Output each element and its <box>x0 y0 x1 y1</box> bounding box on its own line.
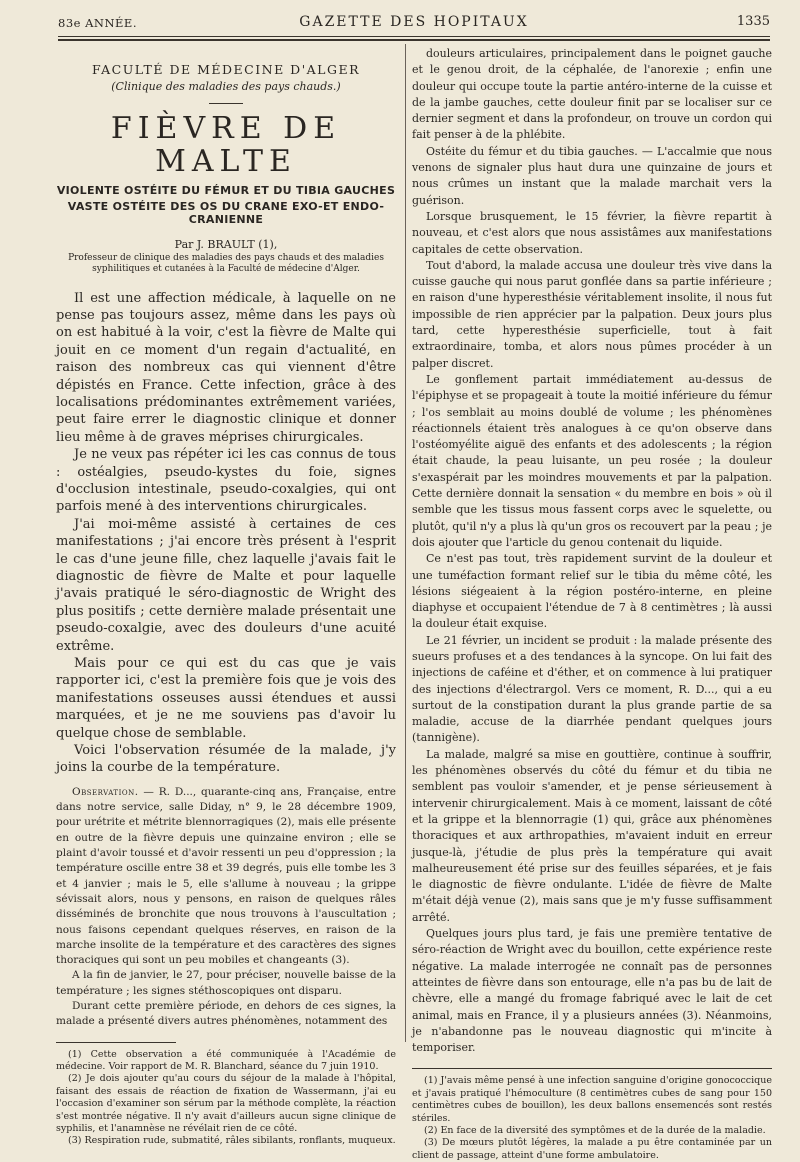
paragraph: La malade, malgré sa mise en gouttière, continue à souffrir, les phénomènes observés du côté du fémur et du tibia ne semblent pas vouloir s'amender, et je pense sérieusement à intervenir chirurgicalement. Mais à ce moment, laissant de côté et la grippe et la blennorragie (1) qui, grâce aux phénomènes thoraciques et aux arthropathies, m'avaient induit en erreur jusque-là, j'étudie de plus près la température qui avait malheureusement été prise sur des feuilles séparées, et je fais le diagnostic de fièvre ondulante. L'idée de fièvre de Malte m'était déjà venue (2), mais sans que je m'y fusse suffisamment arrêté. <box>412 747 772 924</box>
paragraph: A la fin de janvier, le 27, pour préciser, nouvelle baisse de la température ; les signes stéthoscopiques ont disparu. <box>56 969 396 997</box>
header-rule-thick <box>58 39 770 41</box>
right-footnotes <box>412 1075 772 1162</box>
footnote: (2) En face de la diversité des symptômes et de la durée de la maladie. <box>424 1125 766 1137</box>
paragraph: Lorsque brusquement, le 15 février, la fièvre repartit à nouveau, et c'est alors que nous assistâmes aux manifestations capitales de cette observation. <box>412 209 772 256</box>
paragraph: Ce n'est pas tout, très rapidement survint de la douleur et une tuméfaction formant relief sur le tibia du même côté, les lésions siégeaient à la région postéro-interne, en pleine diaphyse et occupaient l'étendue de 7 à 8 centimètres ; là aussi la douleur était exquise. <box>412 552 772 631</box>
observation-text-1: — R. D..., quarante-cinq ans, Française, entre dans notre service, salle Diday, n° 9, le 28 décembre 1909, pour urétrite et métrite blennorragiques (2), mais elle présente en outre de la fièvre depuis une quinzaine environ ; elle se plaint d'avoir toussé et d'avoir ressenti un peu d'oppression ; la température oscille entre 38 et 39 degrés, puis elle tombe les 3 et 4 janvier ; mais le 5, elle s'allume à nouveau ; la grippe sévissait alors, nous y pensons, en raison de quelques râles disséminés de bronchite que nous trouvons à l'auscultation ; nous faisons cependant quelques réserves, en raison de la marche insolite de la température et des caractères des signes thoraciques qui sont un peu mobiles et changeants (3). <box>56 785 396 967</box>
title-rule <box>209 103 243 104</box>
paragraph: Durant cette première période, en dehors de ces signes, la malade a présenté divers autres phénomènes, notamment des <box>56 1000 396 1028</box>
footnote: (1) J'avais même pensé à une infection sanguine d'origine gonococcique et j'avais pratiqué l'hémoculture (8 centimètres cubes de sang pour 150 centimètres cubes de bouillon), les deux ballons ensemencés sont restés stériles. <box>412 1075 772 1124</box>
paragraph: Quelques jours plus tard, je fais une première tentative de séro-réaction de Wright avec du bouillon, cette expérience reste négative. La malade interrogée ne connaît pas de personnes atteintes de fièvre dans son entourage, elle n'a pas bu de lait de chèvre, elle a mangé du fromage fabriqué avec le lait de cet animal, mais en France, il y a plusieurs années (3). Néanmoins, je n'abandonne pas le nouveau diagnostic qui m'incite à temporiser. <box>412 927 772 1055</box>
footnote: (1) Cette observation a été communiquée à l'Académie de médecine. Voir rapport de M. R. Blanchard, séance du 7 juin 1910. <box>56 1048 396 1073</box>
left-footnotes <box>56 1049 396 1148</box>
paragraph: Le gonflement partait immédiatement au-dessus de l'épiphyse et se propageait à toute la moitié inférieure du fémur ; l'os semblait au moins doublé de volume ; les phénomènes réactionnels étaient très analogues à ce qu'on observe dans l'ostéomyélite aiguë des enfants et des adolescents ; la région était chaude, la peau luisante, un peu rosée ; la douleur s'exaspérait par les moindres mouvements et par la palpation. Cette dernière donnait la sensation « du membre en bois » où il semble que les tissus mous fassent corps avec le squelette, ou plutôt, qu'il n'y a plus là qu'un gros os recouvert par la peau ; je dois ajouter que l'article du genou contenait du liquide. <box>412 372 772 549</box>
page-number: 1335 <box>736 14 770 29</box>
paragraph: Je ne veux pas répéter ici les cas connus de tous : ostéalgies, pseudo-kystes du foie, signes d'occlusion intestinale, pseudo-coxalgies, qui ont parfois mené à des interventions chirurgicales. <box>56 447 396 515</box>
right-column <box>412 46 772 1162</box>
article-subtitle-1: VIOLENTE OSTÉITE DU FÉMUR ET DU TIBIA GAUCHES <box>56 184 396 197</box>
left-column <box>56 46 396 1148</box>
footnote: (3) De mœurs plutôt légères, la malade a pu être contaminée par un client de passage, atteint d'une forme ambulatoire. <box>412 1137 772 1161</box>
paragraph: Il est une affection médicale, à laquelle on ne pense pas toujours assez, même dans les pays où on est habitué à la voir, c'est la fièvre de Malte qui jouit en ce moment d'un regain d'actualité, en raison des nombreux cas qui viennent d'être dépistés en France. Cette infection, grâce à des localisations prédominantes extrêmement variées, peut faire errer le diagnostic clinique et donner lieu même à de graves méprises chirurgicales. <box>56 290 396 445</box>
author-affiliation: Professeur de clinique des maladies des pays chauds et des maladies syphilitiques et cutanées à la Faculté de médecine d'Alger. <box>68 253 384 275</box>
faculty-heading: FACULTÉ DE MÉDECINE D'ALGER <box>92 62 360 77</box>
author-line: Par J. BRAULT (1), <box>174 238 278 251</box>
paragraph: J'ai moi-même assisté à certaines de ces manifestations ; j'ai encore très présent à l'esprit le cas d'une jeune fille, chez laquelle j'avais fait le diagnostic de fièvre de Malte et pour laquelle j'avais pratiqué le séro-diagnostic de Wright des plus positifs ; cette dernière malade présentait une pseudo-coxalgie, avec des douleurs d'une acuité extrême. <box>56 516 396 654</box>
column-divider <box>405 44 406 1042</box>
paragraph: Voici l'observation résumée de la malade, j'y joins la courbe de la température. <box>56 743 396 776</box>
observation-label: Observation. <box>72 785 139 798</box>
clinic-heading: (Clinique des maladies des pays chauds.) <box>111 80 341 93</box>
paragraph: Tout d'abord, la malade accusa une douleur très vive dans la cuisse gauche qui nous parut gonflée dans sa partie inférieure ; en raison d'une hyperesthésie véritablement insolite, il nous fut impossible de rien apprécier par la palpation. Deux jours plus tard, cette hyperesthésie superficielle, tout à fait extraordinaire, tomba, et alors nous pûmes procéder à un palper discret. <box>412 258 772 370</box>
paragraph: Mais pour ce qui est du cas que je vais rapporter ici, c'est la première fois que je vois des manifestations osseuses aussi étendues et aussi marquées, et je ne me souviens pas d'avoir lu quelque chose de semblable. <box>56 656 396 741</box>
observation-text <box>56 785 396 1030</box>
paragraph: Le 21 février, un incident se produit : la malade présente des sueurs profuses et a des tendances à la syncope. On lui fait des injections de caféine et d'éther, et on commence à lui pratiquer des injections d'électrargol. Vers ce moment, R. D..., qui a eu surtout de la constipation durant la plus grande partie de sa maladie, accuse de la diarrhée pendant quelques jours (tannigène). <box>412 633 772 745</box>
footnote: (3) Respiration rude, submatité, râles sibilants, ronflants, muqueux. <box>68 1135 396 1147</box>
paragraph: douleurs articulaires, principalement dans le poignet gauche et le genou droit, de la céphalée, de l'anorexie ; enfin une douleur qui occupe toute la partie antéro-interne de la cuisse et de la jambe gauches, cette douleur finit par se localiser sur ce dernier segment et dans la profondeur, on trouve un cordon qui fait penser à de la phlébite. <box>412 47 772 142</box>
footnote: (2) Je dois ajouter qu'au cours du séjour de la malade à l'hôpital, faisant des essais de réaction de fixation de Wassermann, j'ai eu l'occasion d'examiner son sérum par la méthode complète, la réaction s'est montrée négative. Il n'y avait d'ailleurs aucun signe clinique de syphilis, et l'anamnèse ne révélait rien de ce côté. <box>56 1073 396 1135</box>
intro-text <box>56 290 396 777</box>
article-subtitle-2: VASTE OSTÉITE DES OS DU CRANE EXO-ET ENDO-CRANIENNE <box>67 200 385 226</box>
journal-title: GAZETTE DES HOPITAUX <box>299 14 529 30</box>
footnote-rule <box>412 1068 772 1069</box>
header-rule <box>58 36 770 37</box>
year-label: 83e ANNÉE. <box>58 16 137 30</box>
paragraph <box>56 785 396 969</box>
article-title: FIÈVRE DE MALTE <box>110 111 342 179</box>
footnote-rule <box>56 1042 176 1043</box>
page-header <box>58 6 770 36</box>
paragraph: Ostéite du fémur et du tibia gauches. — L'accalmie que nous venons de signaler plus haut dura une quinzaine de jours et nous crûmes un instant que la malade marchait vers la guérison. <box>412 144 772 207</box>
